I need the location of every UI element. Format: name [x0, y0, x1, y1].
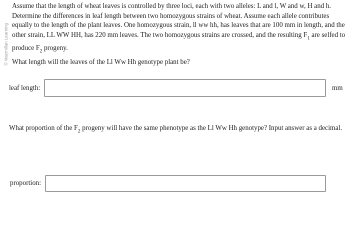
question-line1b: are selfed to produce F: [12, 31, 346, 52]
question-line1: Assume that the length of wheat leaves is controlled by three loci, each with two alleles: L and l, W and w, H and h. Determine the differences in leaf length between two homozygous strains of wheat. Assume each allele contributes equally to the length of the plant leaves. One homozygous strain, ll ww hh, has leaves that are 100 mm in length, and the other strain, LL WW HH, has 220 mm leaves. The two homozygous strains are crossed, and the resulting F: [12, 3, 345, 39]
question-paragraph: [12, 2, 346, 57]
copyright-watermark: [0, 0, 10, 70]
watermark-text: © Macmillan Learning: [3, 22, 9, 66]
proportion-question-b: progeny will have the same phenotype as the Ll Ww Hh genotype? Input answer as a decimal.: [80, 125, 343, 132]
f2-subscript-2: 2: [77, 129, 81, 135]
leaf-length-label: leaf length:: [9, 85, 41, 92]
question-prompt: What length will the leaves of the Ll Ww Hh genotype plant be?: [12, 58, 190, 66]
f1-subscript: 1: [307, 36, 310, 42]
proportion-input[interactable]: [45, 175, 326, 192]
proportion-label: proportion:: [10, 180, 42, 187]
f2-subscript: 2: [39, 49, 43, 55]
leaf-length-unit: mm: [332, 85, 343, 92]
proportion-question-a: What proportion of the F: [9, 125, 78, 132]
question-line1c: progeny.: [42, 44, 68, 52]
proportion-question-text: [9, 124, 345, 136]
leaf-length-input[interactable]: [44, 79, 326, 97]
question-text: [12, 2, 346, 67]
